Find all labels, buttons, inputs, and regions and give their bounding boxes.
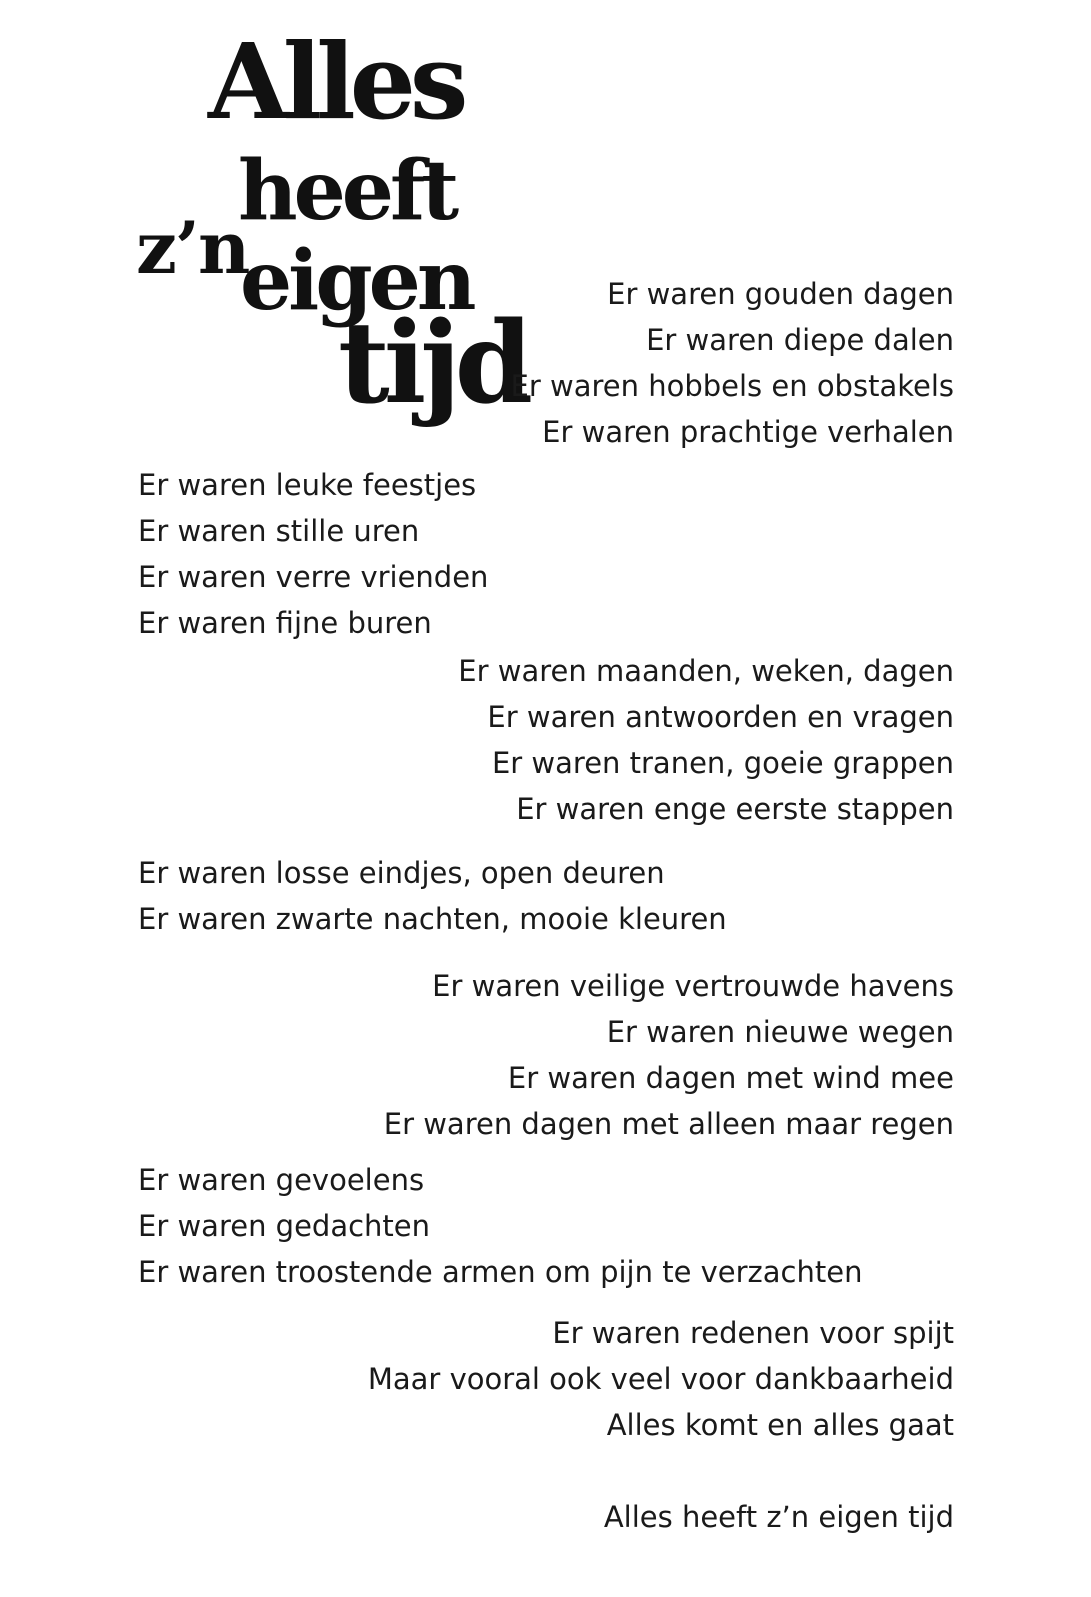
poem-line: Er waren enge eerste stappen — [516, 792, 954, 826]
title-word-alles: Alles — [208, 20, 463, 143]
poem-line: Er waren zwarte nachten, mooie kleuren — [138, 902, 727, 936]
poem-line: Alles komt en alles gaat — [606, 1408, 954, 1442]
poem-line: Er waren antwoorden en vragen — [487, 700, 954, 734]
poem-line: Alles heeft z’n eigen tijd — [603, 1500, 954, 1534]
poem-line: Er waren diepe dalen — [646, 323, 954, 357]
poem-line: Er waren gedachten — [138, 1209, 431, 1243]
poem-line: Maar vooral ook veel voor dankbaarheid — [367, 1362, 954, 1396]
poem-line: Er waren fijne buren — [138, 606, 432, 640]
closing-line — [604, 1494, 954, 1540]
poem-line: Er waren verre vrienden — [138, 560, 489, 594]
poem-line: Er waren maanden, weken, dagen — [458, 654, 954, 688]
poem-line: Er waren tranen, goeie grappen — [491, 746, 954, 780]
poem-line: Er waren dagen met alleen maar regen — [383, 1107, 954, 1141]
poem-line: Er waren stille uren — [138, 514, 420, 548]
stanza-4 — [138, 850, 727, 942]
stanza-2 — [138, 462, 488, 646]
poem-line: Er waren nieuwe wegen — [606, 1015, 954, 1049]
stanza-1 — [511, 271, 954, 455]
title-word-tijd: tijd — [338, 298, 528, 429]
poem-line: Er waren leuke feestjes — [138, 468, 477, 502]
stanza-7 — [368, 1310, 954, 1448]
poem-line: Er waren losse eindjes, open deuren — [138, 856, 665, 890]
poem-line: Er waren veilige vertrouwde havens — [432, 969, 954, 1003]
poem-line: Er waren gevoelens — [138, 1163, 425, 1197]
stanza-3 — [458, 648, 954, 832]
poem-line: Er waren dagen met wind mee — [507, 1061, 954, 1095]
stanza-5 — [384, 963, 954, 1147]
poem-line: Er waren prachtige verhalen — [542, 415, 954, 449]
title-word-heeft: heeft — [238, 143, 456, 239]
poem-line: Er waren gouden dagen — [607, 277, 954, 311]
title-word-zn: z’n — [136, 205, 249, 290]
stanza-6 — [138, 1157, 862, 1295]
poem-line: Er waren hobbels en obstakels — [510, 369, 954, 403]
poem-line: Er waren troostende armen om pijn te verzachten — [138, 1255, 863, 1289]
title-word-eigen: eigen — [240, 233, 473, 329]
poem-line: Er waren redenen voor spijt — [552, 1316, 954, 1350]
